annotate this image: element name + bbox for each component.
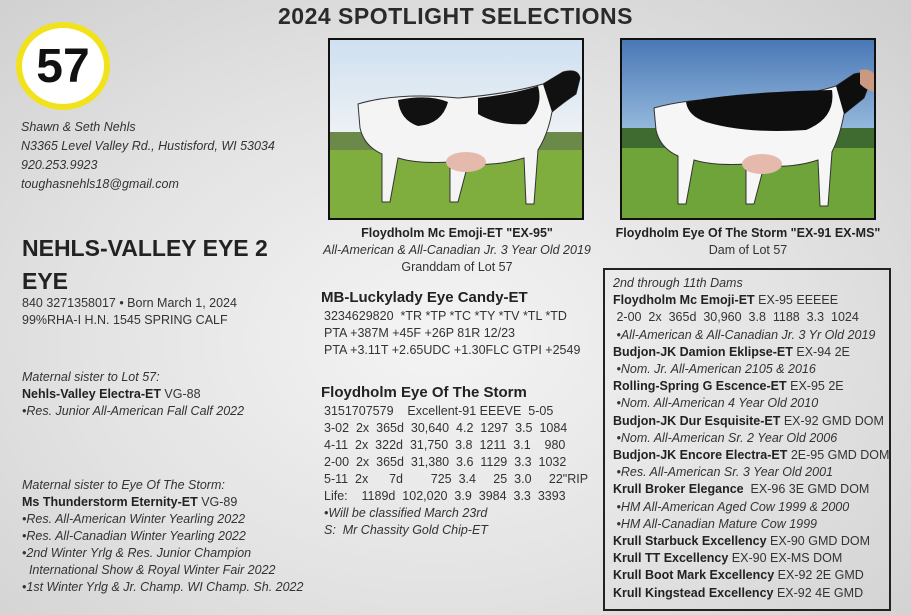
dam-pedigree-detail: EX-95 2E — [786, 379, 844, 394]
consignor-email: toughasnehls18@gmail.com — [21, 177, 179, 191]
dam-record-line: 4-11 2x 322d 31,750 3.8 1211 3.1 980 — [324, 438, 566, 452]
sire-section — [321, 289, 580, 359]
dams-pedigree-box — [603, 268, 891, 611]
photo2-caption — [610, 225, 886, 259]
dam-pedigree-line — [613, 464, 881, 481]
consignor-phone: 920.253.9923 — [21, 158, 98, 172]
dam-pedigree-detail: •HM All-Canadian Mature Cow 1999 — [613, 516, 818, 531]
dam-pedigree-detail: 2E-95 GMD DOM — [787, 448, 890, 463]
dam-pedigree-line — [613, 585, 881, 602]
dam-pedigree-detail: •Res. All-American Sr. 3 Year Old 2001 — [613, 465, 833, 480]
dam-record-line: Life: 1189d 102,020 3.9 3984 3.3 3393 — [324, 489, 566, 503]
dam-pedigree-line — [613, 395, 881, 412]
dam-sire: S: Mr Chassity Gold Chip-ET — [324, 523, 488, 537]
dam-pedigree-line — [613, 430, 881, 447]
dam-record-line: 3151707579 Excellent-91 EEEVE 5-05 — [324, 404, 554, 418]
sister2-name: Ms Thunderstorm Eternity-ET — [22, 495, 198, 509]
dam-pedigree-detail: 2-00 2x 365d 30,960 3.8 1188 3.3 1024 — [613, 310, 859, 325]
consignor-address: N3365 Level Valley Rd., Hustisford, WI 53034 — [21, 139, 275, 153]
dam-pedigree-detail: •Nom. All-American 4 Year Old 2010 — [613, 396, 819, 411]
dam-pedigree-detail: •Nom. Jr. All-American 2105 & 2016 — [613, 362, 816, 377]
dam-pedigree-detail: EX-90 GMD DOM — [766, 534, 871, 549]
dam-pedigree-detail: •All-American & All-Canadian Jr. 3 Yr Old 2019 — [613, 327, 876, 342]
dam-record-line: 5-11 2x 7d 725 3.4 25 3.0 22"RIP — [324, 472, 589, 486]
sire-line: 3234629820 *TR *TP *TC *TY *TV *TL *TD — [324, 309, 567, 323]
dam-name: Floydholm Eye Of The Storm — [321, 384, 527, 401]
dam-pedigree-detail: EX-92 4E GMD — [773, 585, 864, 600]
sister2-note: •1st Winter Yrlg & Jr. Champ. WI Champ. Sh. 2022 — [22, 580, 304, 594]
sister2-header: Maternal sister to Eye Of The Storm: — [22, 478, 225, 492]
dam-pedigree-name: Krull Broker Elegance — [613, 482, 744, 497]
dam-pedigree-line — [613, 533, 881, 550]
consignor-name: Shawn & Seth Nehls — [21, 120, 136, 134]
consignor-info — [21, 118, 275, 194]
dam-pedigree-name: Budjon-JK Damion Eklipse-ET — [613, 344, 793, 359]
sister2-note: •2nd Winter Yrlg & Res. Junior Champion — [22, 546, 252, 560]
dam-pedigree-line — [613, 361, 881, 378]
photo1-award: All-American & All-Canadian Jr. 3 Year Old 2019 — [323, 243, 591, 257]
dam-pedigree-line — [613, 327, 881, 344]
dam-pedigree-name: Krull Kingstead Excellency — [613, 585, 774, 600]
sister2-note: •Res. All-American Winter Yearling 2022 — [22, 512, 246, 526]
photo1-name: Floydholm Mc Emoji-ET "EX-95" — [361, 226, 553, 240]
sire-name: MB-Luckylady Eye Candy-ET — [321, 289, 528, 306]
dam-pedigree-line — [613, 567, 881, 584]
dam-record-line: 3-02 2x 365d 30,640 4.2 1297 3.5 1084 — [324, 421, 568, 435]
dam-pedigree-line — [613, 309, 881, 326]
dam-pedigree-line — [613, 344, 881, 361]
dam-pedigree-line — [613, 481, 881, 498]
dam-record-line: 2-00 2x 365d 31,380 3.6 1129 3.3 1032 — [324, 455, 567, 469]
dam-pedigree-name: Floydholm Mc Emoji-ET — [613, 293, 755, 308]
dam-pedigree-name: Krull TT Excellency — [613, 551, 729, 566]
dam-pedigree-detail: EX-94 2E — [792, 344, 850, 359]
dam-section — [321, 384, 588, 539]
sire-line: PTA +387M +45F +26P 81R 12/23 — [324, 326, 515, 340]
photo1-relation: Granddam of Lot 57 — [401, 260, 513, 274]
animal-name-line2: EYE — [22, 268, 69, 294]
registration-line: 840 3271358017 • Born March 1, 2024 — [22, 296, 237, 310]
animal-name — [22, 232, 312, 298]
maternal-sister-dam — [22, 477, 303, 596]
dams-list — [613, 292, 890, 602]
registration-info — [22, 295, 237, 329]
sister1-name: Nehls-Valley Electra-ET — [22, 387, 161, 401]
maternal-sister-lot — [22, 369, 244, 420]
dam-pedigree-name: Budjon-JK Encore Electra-ET — [613, 448, 788, 463]
cow-photo-storm — [620, 38, 876, 220]
dam-pedigree-detail: EX-95 EEEEE — [754, 293, 839, 308]
dam-pedigree-detail: EX-96 3E GMD DOM — [743, 482, 870, 497]
dam-pedigree-detail: •Nom. All-American Sr. 2 Year Old 2006 — [613, 430, 838, 445]
dam-pedigree-line — [613, 292, 881, 309]
dam-pedigree-line — [613, 499, 881, 516]
photo2-name: Floydholm Eye Of The Storm "EX-91 EX-MS" — [615, 226, 881, 240]
dam-pedigree-line — [613, 516, 881, 533]
sister2-score: VG-89 — [197, 495, 238, 509]
dam-pedigree-line — [613, 378, 881, 395]
sister1-note: •Res. Junior All-American Fall Calf 2022 — [22, 404, 245, 418]
dam-pedigree-line — [613, 447, 890, 464]
sister1-score: VG-88 — [160, 387, 201, 401]
dams-box-header: 2nd through 11th Dams — [613, 276, 743, 290]
sister1-header: Maternal sister to Lot 57: — [22, 370, 160, 384]
sister2-note: International Show & Royal Winter Fair 2022 — [22, 563, 276, 577]
animal-name-line1: NEHLS-VALLEY EYE 2 — [22, 235, 268, 261]
cow-photo-emoji — [328, 38, 584, 220]
dam-pedigree-name: Budjon-JK Dur Esquisite-ET — [613, 413, 781, 428]
dam-pedigree-name: Rolling-Spring G Escence-ET — [613, 379, 787, 394]
dam-pedigree-line — [613, 413, 884, 430]
dam-pedigree-name: Krull Starbuck Excellency — [613, 534, 767, 549]
rha-line: 99%RHA-I H.N. 1545 SPRING CALF — [22, 313, 228, 327]
dam-pedigree-detail: EX-92 GMD DOM — [780, 413, 884, 428]
photo1-caption — [318, 225, 596, 276]
dam-pedigree-name: Krull Boot Mark Excellency — [613, 568, 775, 583]
page-title: 2024 SPOTLIGHT SELECTIONS — [277, 3, 634, 29]
dam-pedigree-detail: EX-92 2E GMD — [774, 568, 864, 583]
lot-number-badge: 57 — [16, 22, 110, 110]
dam-pedigree-detail: •HM All-American Aged Cow 1999 & 2000 — [613, 499, 850, 514]
dam-note: •Will be classified March 23rd — [324, 506, 488, 520]
photo2-relation: Dam of Lot 57 — [708, 243, 788, 257]
dam-pedigree-line — [613, 550, 881, 567]
sire-line: PTA +3.11T +2.65UDC +1.30FLC GTPI +2549 — [324, 343, 581, 357]
sister2-note: •Res. All-Canadian Winter Yearling 2022 — [22, 529, 246, 543]
dam-pedigree-detail: EX-90 EX-MS DOM — [728, 551, 843, 566]
